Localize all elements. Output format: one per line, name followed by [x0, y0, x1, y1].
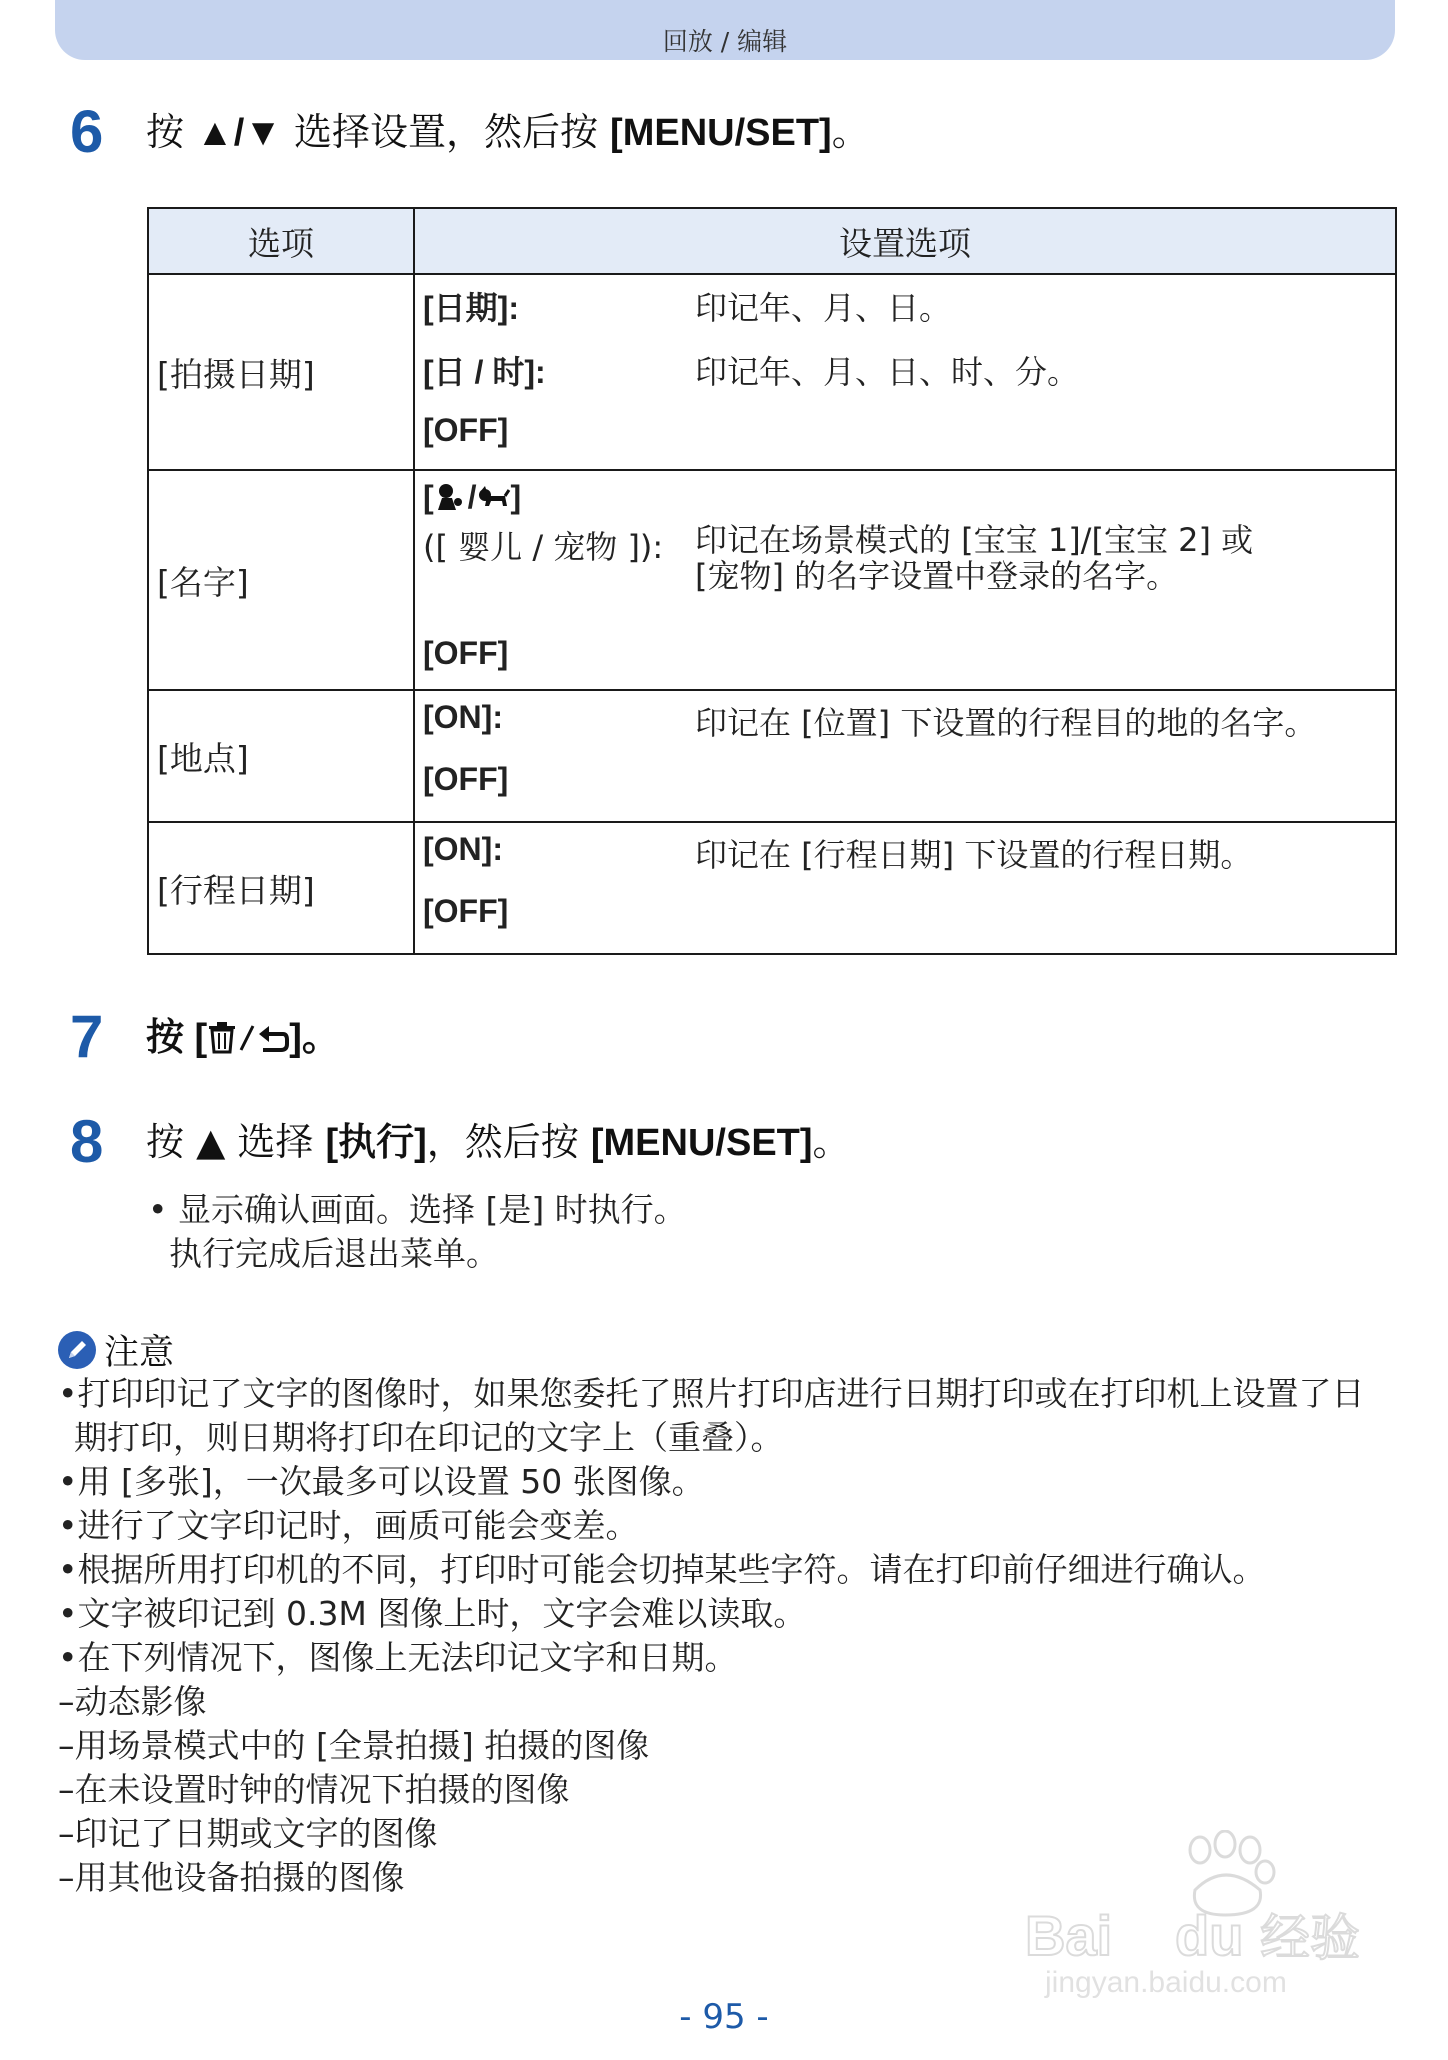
- option-name: [地点]: [148, 690, 414, 822]
- note-item: •根据所用打印机的不同，打印时可能会切掉某些字符。请在打印前仔细进行确认。: [58, 1550, 1266, 1589]
- step-number: 6: [70, 98, 104, 165]
- value-row: [415, 760, 1395, 814]
- step-instruction: [146, 1015, 340, 1060]
- step-mid: 选择设置，然后按: [281, 110, 611, 154]
- option-name: [行程日期]: [148, 822, 414, 954]
- value-key: [OFF]: [423, 761, 509, 797]
- value-desc: 印记在 [位置] 下设置的行程目的地的名字。: [695, 704, 1317, 742]
- note-sub-item: –用场景模式中的 [全景拍摄] 拍摄的图像: [58, 1726, 650, 1765]
- option-values: [414, 690, 1396, 822]
- value-key: [日期]:: [423, 290, 519, 326]
- option-values: [414, 470, 1396, 690]
- value-row: [415, 283, 1395, 347]
- table-row: [148, 274, 1396, 470]
- note-item: •用 [多张]，一次最多可以设置 50 张图像。: [58, 1462, 705, 1501]
- section-title: 回放 / 编辑: [662, 27, 788, 56]
- arrow-keys: ▲/▼: [196, 112, 282, 154]
- svg-text:du: du: [1175, 1904, 1244, 1967]
- value-desc: 印记在 [行程日期] 下设置的行程日期。: [695, 836, 1253, 874]
- value-key: [ / ]: [423, 479, 522, 515]
- value-key: ([ 婴儿 / 宠物 ]):: [423, 528, 664, 566]
- step-prefix: 按 [: [146, 1017, 208, 1059]
- step-suffix: 。: [831, 110, 870, 154]
- note-header: [58, 1325, 174, 1375]
- bullet-continuation: 执行完成后退出菜单。: [169, 1234, 499, 1273]
- note-sub-item: –印记了日期或文字的图像: [58, 1814, 438, 1853]
- value-row: [415, 892, 1395, 946]
- step-suffix: ]。: [289, 1017, 340, 1059]
- value-row: [415, 830, 1395, 892]
- header-option: 选项: [148, 208, 414, 274]
- note-item: •进行了文字印记时，画质可能会变差。: [58, 1506, 639, 1545]
- notes-list: [58, 1372, 1388, 1900]
- value-row: [415, 522, 1395, 634]
- header-settings: 设置选项: [414, 208, 1396, 274]
- baby-icon: [434, 482, 468, 512]
- step-8-notes: [148, 1188, 687, 1276]
- table-header-row: [148, 208, 1396, 274]
- value-row: [415, 698, 1395, 760]
- step-instruction: [146, 110, 870, 155]
- menu-set-key: [MENU/SET]: [590, 1122, 813, 1164]
- value-key: [OFF]: [423, 893, 509, 929]
- trash-icon: [207, 1020, 237, 1054]
- step-number: 7: [70, 1003, 104, 1070]
- option-values: [414, 274, 1396, 470]
- menu-set-key: [MENU/SET]: [610, 112, 832, 154]
- step-suffix: 。: [812, 1120, 851, 1164]
- svg-text:jingyan.baidu.com: jingyan.baidu.com: [1045, 1966, 1287, 1999]
- note-sub-item: –用其他设备拍摄的图像: [58, 1858, 405, 1897]
- pencil-icon: [58, 1331, 96, 1369]
- slash-divider: [237, 1020, 257, 1054]
- note-title: 注意: [104, 1333, 175, 1373]
- value-desc: 印记在场景模式的 [宝宝 1]/[宝宝 2] 或 [宠物] 的名字设置中登录的名字。: [695, 521, 1254, 595]
- value-key: [日 / 时]:: [423, 354, 546, 390]
- note-item: •打印印记了文字的图像时，如果您委托了照片打印店进行日期打印或在打印机上设置了日期打印，则日期将打印在印记的文字上（重叠）。: [58, 1374, 1365, 1457]
- bullet-line: • 显示确认画面。选择 [是] 时执行。: [148, 1190, 687, 1229]
- execute-key: [执行]: [325, 1122, 427, 1164]
- note-item: •文字被印记到 0.3M 图像上时，文字会难以读取。: [58, 1594, 807, 1633]
- value-key: [OFF]: [423, 635, 509, 671]
- value-row: [415, 634, 1395, 686]
- section-header: [55, 0, 1395, 60]
- table-row: [148, 470, 1396, 690]
- option-name: [名字]: [148, 470, 414, 690]
- svg-text:Bai: Bai: [1025, 1904, 1113, 1967]
- note-sub-item: –在未设置时钟的情况下拍摄的图像: [58, 1770, 570, 1809]
- option-values: [414, 822, 1396, 954]
- note-sub-item: –动态影像: [58, 1682, 207, 1721]
- page-number: - 95 -: [679, 1997, 769, 2037]
- value-row: [415, 478, 1395, 522]
- value-row: [415, 347, 1395, 411]
- step-mid: ，然后按: [426, 1120, 591, 1164]
- table-row: [148, 822, 1396, 954]
- step-number: 8: [70, 1108, 104, 1175]
- pet-icon: [477, 482, 511, 512]
- value-key: [ON]:: [423, 699, 503, 735]
- baidu-watermark: [1025, 1830, 1365, 2000]
- value-row: [415, 411, 1395, 467]
- settings-table: [147, 207, 1397, 955]
- step-instruction: [146, 1120, 851, 1165]
- value-key: [OFF]: [423, 412, 509, 448]
- option-name: [拍摄日期]: [148, 274, 414, 470]
- return-icon: [257, 1020, 289, 1054]
- value-key: [ON]:: [423, 831, 503, 867]
- value-desc: 印记年、月、日、时、分。: [695, 353, 1080, 391]
- svg-text:经验: 经验: [1260, 1909, 1360, 1967]
- step-prefix: 按 ▲ 选择: [146, 1120, 326, 1164]
- note-item: •在下列情况下，图像上无法印记文字和日期。: [58, 1638, 738, 1677]
- table-row: [148, 690, 1396, 822]
- step-prefix: 按: [146, 110, 197, 154]
- value-desc: 印记年、月、日。: [695, 289, 952, 327]
